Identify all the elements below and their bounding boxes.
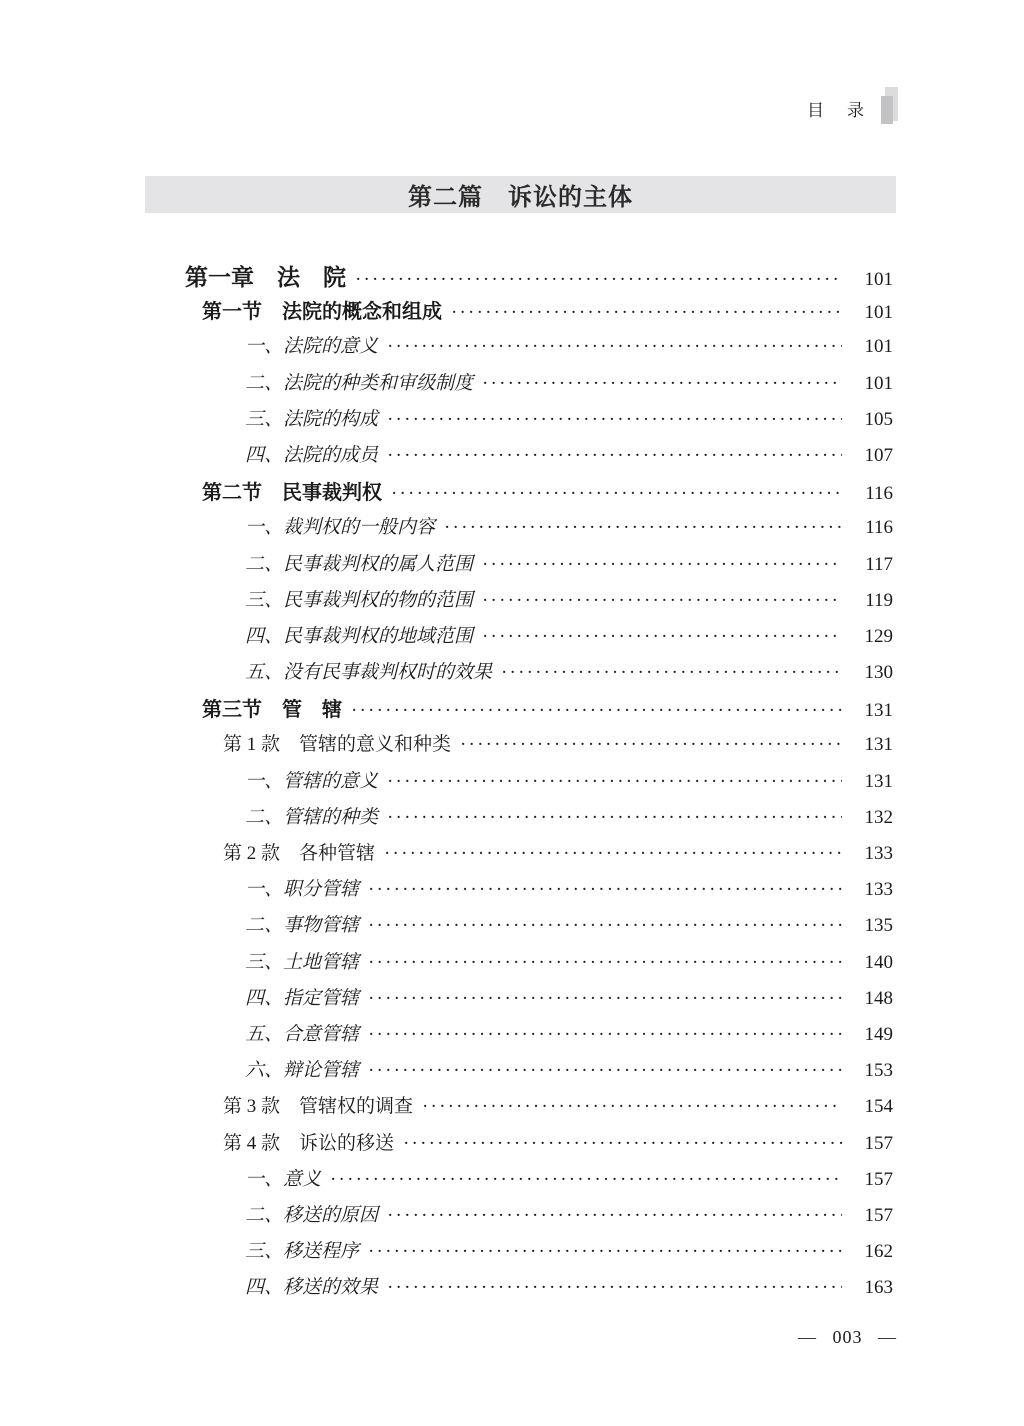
tab-mark-dark-bar	[881, 96, 893, 124]
toc-entry-page: 117	[865, 553, 893, 575]
toc-entry	[145, 476, 893, 512]
toc-entry	[145, 1091, 893, 1127]
toc-entry	[145, 331, 893, 367]
toc-entry	[145, 1200, 893, 1236]
page-edge-tab-mark	[881, 87, 898, 127]
toc-entry	[145, 983, 893, 1019]
toc-list	[145, 259, 893, 1308]
toc-entry	[145, 657, 893, 693]
toc-entry	[145, 368, 893, 404]
toc-entry-page: 140	[864, 951, 893, 973]
toc-entry	[145, 838, 893, 874]
toc-entry-page: 163	[864, 1277, 893, 1299]
toc-entry-title: 一、管辖的意义	[245, 770, 379, 792]
dot-leader	[403, 1133, 842, 1155]
toc-entry-page: 101	[864, 269, 893, 290]
dot-leader	[387, 445, 842, 467]
toc-entry	[145, 512, 893, 548]
toc-entry-page: 149	[864, 1023, 893, 1045]
dot-leader	[355, 269, 842, 291]
dot-leader	[368, 1060, 842, 1082]
toc-entry-title: 二、民事裁判权的属人范围	[245, 553, 474, 575]
toc-entry-page: 132	[864, 806, 893, 828]
toc-entry-title: 第三节 管 辖	[202, 699, 342, 722]
toc-entry	[145, 802, 893, 838]
toc-entry	[145, 910, 893, 946]
toc-entry-title: 三、移送程序	[245, 1241, 360, 1263]
toc-entry	[145, 729, 893, 765]
toc-entry-page: 153	[864, 1060, 893, 1082]
dot-leader	[368, 1241, 842, 1263]
toc-entry-page: 162	[864, 1241, 893, 1263]
dot-leader	[387, 771, 842, 793]
toc-entry-title: 三、法院的构成	[245, 408, 379, 430]
toc-entry-title: 第 3 款 管辖权的调查	[223, 1096, 414, 1118]
toc-entry	[145, 549, 893, 585]
toc-entry-page: 157	[864, 1132, 893, 1154]
toc-entry	[145, 874, 893, 910]
toc-entry-page: 105	[864, 408, 893, 430]
toc-entry	[145, 1164, 893, 1200]
dot-leader	[482, 590, 842, 612]
toc-entry-title: 二、事物管辖	[245, 915, 360, 937]
dot-leader	[391, 483, 842, 505]
toc-entry-title: 四、移送的效果	[245, 1277, 379, 1299]
toc-entry	[145, 295, 893, 331]
toc-entry-page: 157	[864, 1204, 893, 1226]
toc-entry-title: 一、职分管辖	[245, 879, 360, 901]
part-banner-title: 第二篇 诉讼的主体	[408, 184, 633, 211]
toc-entry-title: 四、指定管辖	[245, 987, 360, 1009]
toc-entry-title: 六、辩论管辖	[245, 1060, 360, 1082]
toc-entry-title: 一、裁判权的一般内容	[245, 517, 436, 539]
toc-entry-page: 148	[864, 987, 893, 1009]
toc-entry-title: 五、合意管辖	[245, 1023, 360, 1045]
dot-leader	[387, 1277, 842, 1299]
toc-entry-title: 一、意义	[245, 1168, 322, 1190]
toc-entry-page: 131	[864, 770, 893, 792]
dot-leader	[387, 409, 842, 431]
toc-entry-page: 116	[865, 517, 893, 539]
toc-entry-page: 131	[864, 700, 893, 722]
running-head-title: 目 录	[807, 101, 867, 120]
toc-entry-page: 119	[865, 589, 893, 611]
dot-leader	[368, 915, 842, 937]
toc-entry	[145, 693, 893, 729]
page-footer-number: — 003 —	[798, 1327, 897, 1347]
dot-leader	[351, 700, 842, 722]
toc-entry	[145, 1019, 893, 1055]
toc-entry	[145, 404, 893, 440]
dot-leader	[422, 1096, 842, 1118]
toc-entry-page: 154	[864, 1096, 893, 1118]
toc-entry-title: 三、民事裁判权的物的范围	[245, 589, 474, 611]
toc-entry	[145, 1236, 893, 1272]
running-head	[807, 92, 898, 127]
toc-entry-title: 四、法院的成员	[245, 444, 379, 466]
part-banner	[145, 176, 896, 213]
toc-entry-page: 101	[864, 372, 893, 394]
toc-entry	[145, 1055, 893, 1091]
toc-entry	[145, 259, 893, 295]
toc-entry	[145, 766, 893, 802]
dot-leader	[330, 1169, 842, 1191]
toc-entry-title: 第一章 法 院	[185, 264, 346, 290]
toc-entry-page: 157	[864, 1168, 893, 1190]
toc-entry	[145, 1272, 893, 1308]
dot-leader	[482, 626, 842, 648]
toc-entry	[145, 947, 893, 983]
dot-leader	[451, 302, 842, 324]
toc-entry	[145, 1128, 893, 1164]
toc-entry-title: 四、民事裁判权的地域范围	[245, 625, 474, 647]
toc-entry-title: 二、管辖的种类	[245, 806, 379, 828]
toc-entry-title: 第 1 款 管辖的意义和种类	[223, 734, 452, 756]
toc-entry-page: 129	[864, 625, 893, 647]
toc-entry-page: 133	[864, 843, 893, 864]
toc-entry-title: 一、法院的意义	[245, 336, 379, 358]
dot-leader	[501, 662, 842, 684]
toc-entry-page: 130	[864, 662, 893, 684]
toc-entry	[145, 440, 893, 476]
dot-leader	[482, 554, 842, 576]
toc-entry-title: 第一节 法院的概念和组成	[202, 301, 442, 324]
toc-entry-page: 101	[864, 302, 893, 324]
toc-entry-page: 135	[864, 915, 893, 937]
toc-entry-title: 第 2 款 各种管辖	[223, 843, 376, 864]
toc-entry-page: 133	[864, 879, 893, 901]
toc-entry-page: 107	[864, 444, 893, 466]
toc-entry-title: 五、没有民事裁判权时的效果	[245, 662, 493, 684]
dot-leader	[387, 336, 842, 358]
dot-leader	[444, 517, 842, 539]
toc-entry	[145, 585, 893, 621]
toc-entry-page: 131	[864, 734, 893, 756]
toc-entry-page: 101	[864, 336, 893, 358]
dot-leader	[482, 373, 842, 395]
dot-leader	[387, 1205, 842, 1227]
dot-leader	[368, 988, 842, 1010]
dot-leader	[368, 952, 842, 974]
toc-entry-title: 三、土地管辖	[245, 951, 360, 973]
dot-leader	[368, 879, 842, 901]
dot-leader	[368, 1024, 842, 1046]
toc-entry-title: 二、移送的原因	[245, 1204, 379, 1226]
dot-leader	[384, 843, 842, 865]
dot-leader	[387, 807, 842, 829]
toc-entry	[145, 621, 893, 657]
toc-entry-title: 第二节 民事裁判权	[202, 482, 382, 505]
toc-entry-page: 116	[865, 483, 893, 505]
dot-leader	[460, 734, 842, 756]
toc-entry-title: 二、法院的种类和审级制度	[245, 372, 474, 394]
toc-entry-title: 第 4 款 诉讼的移送	[223, 1132, 395, 1154]
